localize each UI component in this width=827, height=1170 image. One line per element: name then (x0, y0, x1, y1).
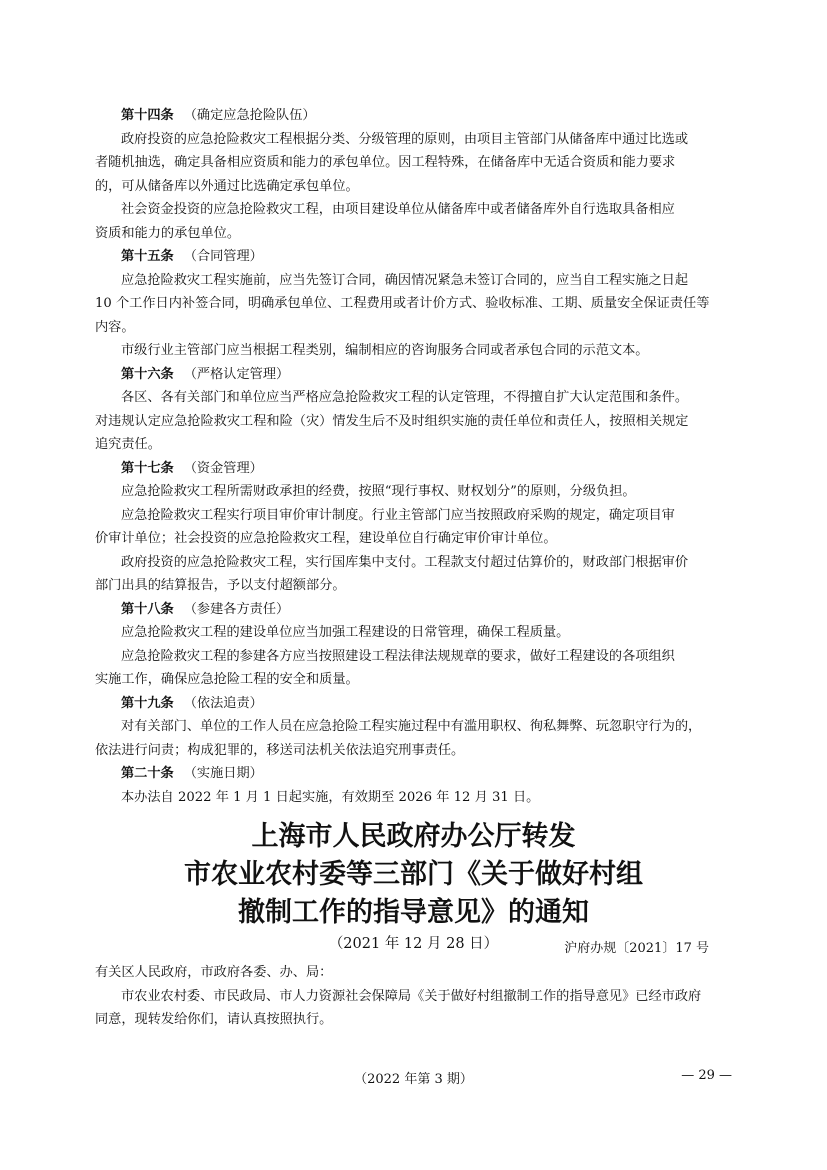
article-paragraph (95, 504, 737, 551)
article-paragraph (95, 386, 737, 457)
article-number: 第十八条 (121, 601, 174, 617)
article-paragraph (95, 621, 737, 645)
article-number: 第十五条 (121, 249, 174, 264)
text-line: 价审计单位；社会投资的应急抢险救灾工程，建设单位自行确定审价审计单位。 (95, 531, 557, 546)
article-title: （参建各方责任） (183, 601, 290, 617)
text-line: 10 个工作日内补签合同，明确承包单位、工程费用或者计价方式、验收标准、工期、质量安全保证责任等 (95, 296, 710, 311)
article-number: 第二十条 (121, 766, 174, 781)
text-line: 应急抢险救灾工程所需财政承担的经费，按照“现行事权、财权划分”的原则，分级负担。 (121, 484, 636, 499)
text-line: 的，可从储备库以外通过比选确定承包单位。 (95, 178, 359, 194)
article-heading (95, 245, 737, 269)
text-line: 应急抢险救灾工程实行项目审价审计制度。行业主管部门应当按照政府采购的规定，确定项目审 (121, 507, 675, 523)
article-heading (95, 104, 737, 128)
text-line: 应急抢险救灾工程的建设单位应当加强工程建设的日常管理，确保工程质量。 (121, 625, 570, 640)
text-line: 依法进行问责；构成犯罪的，移送司法机关依法追究刑事责任。 (95, 742, 465, 758)
text-line: 资质和能力的承包单位。 (95, 225, 241, 241)
text-line: 者随机抽选，确定具备相应资质和能力的承包单位。因工程特殊，在储备库中无适合资质和能力要求 (95, 155, 676, 170)
text-line: 实施工作，确保应急抢险工程的安全和质量。 (95, 672, 359, 687)
text-line: 追究责任。 (95, 437, 161, 452)
articles-section (95, 104, 737, 809)
article-paragraph (95, 269, 737, 340)
text-line: 应急抢险救灾工程的参建各方应当按照建设工程法律法规规章的要求，做好工程建设的各项组织 (121, 648, 675, 664)
article-title: （确定应急抢险队伍） (183, 108, 316, 123)
text-line: 对有关部门、单位的工作人员在应急抢险工程实施过程中有滥用职权、徇私舞弊、玩忽职守行为的， (121, 719, 702, 734)
article-title: （实施日期） (183, 766, 263, 781)
text-line: 政府投资的应急抢险救灾工程，实行国库集中支付。工程款支付超过估算价的，财政部门根据审价 (121, 554, 689, 570)
article-title: （合同管理） (183, 249, 263, 264)
article-paragraph (95, 786, 737, 810)
text-line: 同意，现转发给你们，请认真按照执行。 (95, 1012, 333, 1027)
text-line: 对违规认定应急抢险救灾工程和险（灾）情发生后不及时组织实施的责任单位和责任人，按照相关规定 (95, 413, 689, 429)
text-line: 社会资金投资的应急抢险救灾工程，由项目建设单位从储备库中或者储备库外自行选取具备相应 (121, 202, 675, 217)
article-number: 第十四条 (121, 108, 174, 123)
issue-label: （2022 年第 3 期） (354, 1072, 473, 1087)
text-line: 市级行业主管部门应当根据工程类别，编制相应的咨询服务合同或者承包合同的示范文本。 (121, 343, 649, 358)
article-title: （严格认定管理） (183, 366, 290, 382)
article-paragraph (95, 198, 737, 245)
article-paragraph (95, 715, 737, 762)
article-title: （资金管理） (183, 460, 263, 476)
notice-date: （2021 年 12 月 28 日） (328, 936, 499, 952)
page-number: — 29 — (681, 1068, 732, 1083)
text-line: 内容。 (95, 319, 135, 335)
article-number: 第十六条 (121, 366, 174, 382)
notice-body (95, 961, 737, 1032)
notice-title-line: 撤制工作的指导意见》的通知 (238, 897, 589, 928)
notice-paragraph (95, 985, 737, 1032)
article-paragraph (95, 645, 737, 692)
notice-title (0, 818, 827, 932)
addressee: 有关区人民政府，市政府各委、办、局： (95, 965, 333, 980)
article-heading (95, 363, 737, 387)
article-heading (95, 692, 737, 716)
text-line: 部门出具的结算报告，予以支付超额部分。 (95, 578, 346, 593)
text-line: 应急抢险救灾工程实施前，应当先签订合同，确因情况紧急未签订合同的，应当自工程实施之日起 (121, 272, 689, 288)
article-title: （依法追责） (183, 695, 263, 711)
article-paragraph (95, 339, 737, 363)
article-heading (95, 598, 737, 622)
notice-title-line: 上海市人民政府办公厅转发 (251, 821, 576, 852)
article-heading (95, 762, 737, 786)
article-heading (95, 457, 737, 481)
article-paragraph (95, 480, 737, 504)
article-number: 第十九条 (121, 695, 174, 711)
text-line: 各区、各有关部门和单位应当严格应急抢险救灾工程的认定管理，不得擅自扩大认定范围和条件。 (121, 390, 689, 405)
text-line: 政府投资的应急抢险救灾工程根据分类、分级管理的原则，由项目主管部门从储备库中通过比选或 (121, 131, 689, 147)
article-paragraph (95, 128, 737, 199)
article-paragraph (95, 551, 737, 598)
text-line: 本办法自 2022 年 1 月 1 日起实施，有效期至 2026 年 12 月 31 日。 (121, 789, 540, 805)
text-line: 市农业农村委、市民政局、市人力资源社会保障局《关于做好村组撤制工作的指导意见》已经市政府 (121, 988, 702, 1004)
article-number: 第十七条 (121, 460, 174, 476)
notice-title-line: 市农业农村委等三部门《关于做好村组 (184, 859, 643, 890)
document-number: 沪府办规〔2021〕17 号 (564, 941, 709, 956)
